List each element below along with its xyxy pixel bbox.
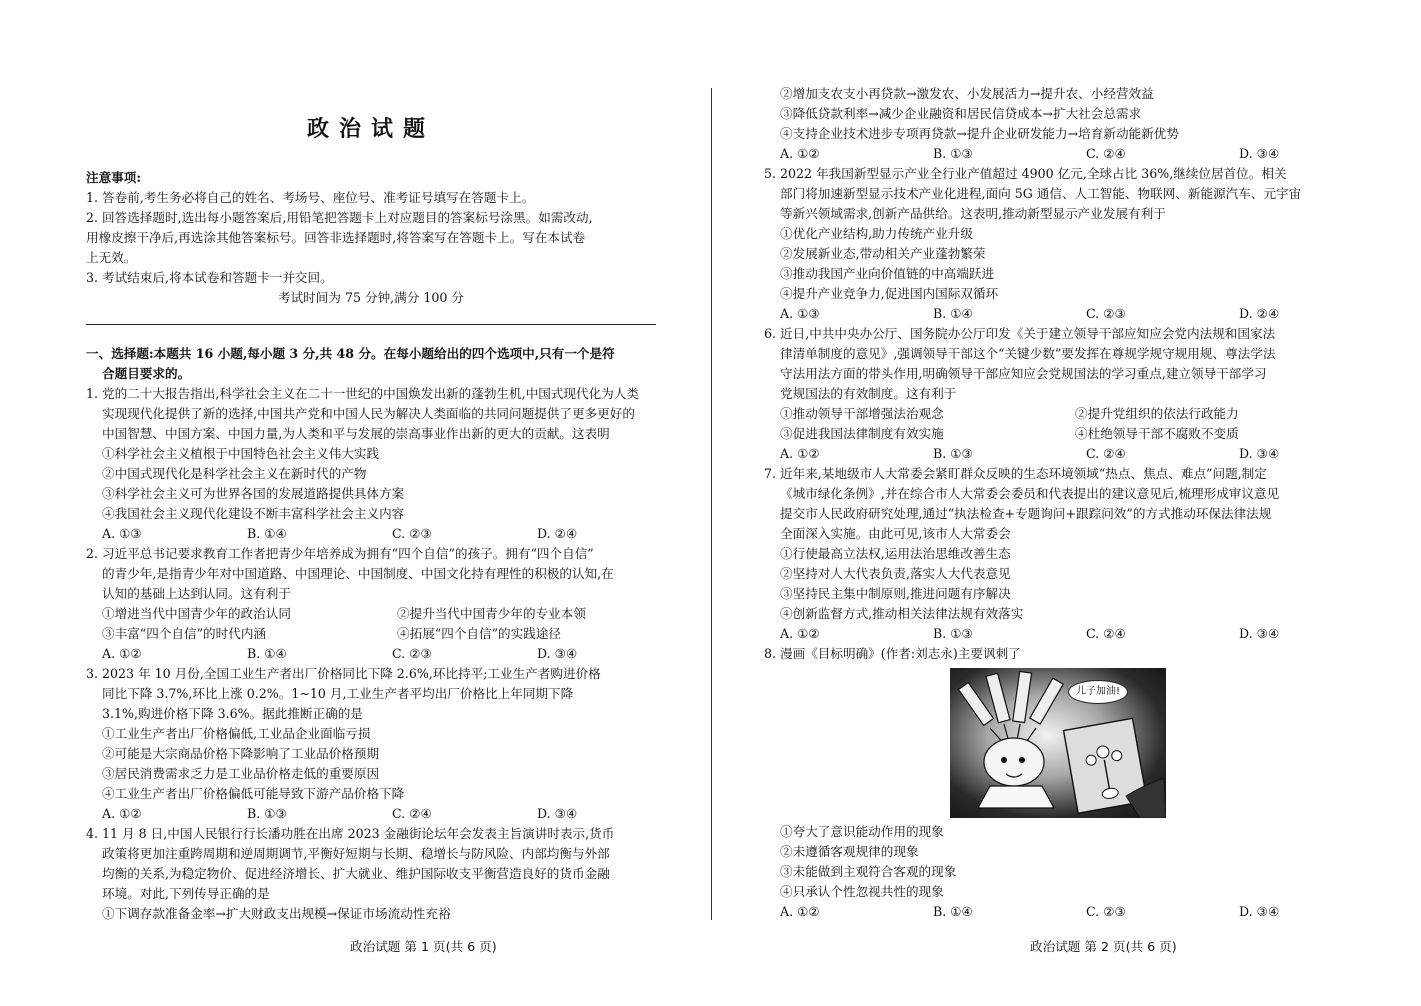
option-b: B. ①④ xyxy=(247,526,287,541)
question-item-row xyxy=(780,404,1392,424)
question-item: ①行使最高立法权,运用法治思维改善生态 xyxy=(780,546,1011,561)
option-d: D. ②④ xyxy=(1239,306,1280,321)
question-item: ②提升党组织的依法行政能力 xyxy=(1075,406,1239,421)
option-c: C. ②④ xyxy=(392,806,432,821)
question-stem: 实现现代化提供了新的选择,中国共产党和中国人民为解决人类面临的共同问题提供了更多更好的 xyxy=(102,406,635,421)
question-block xyxy=(86,344,692,924)
question-item: ④拓展“四个自信”的实践途径 xyxy=(397,626,562,641)
answer-options xyxy=(86,804,692,824)
question-stem: 等新兴领域需求,创新产品供给。这表明,推动新型显示产业发展有利于 xyxy=(780,206,1166,221)
question-item-row xyxy=(86,604,692,624)
question-item: ③未能做到主观符合客观的现象 xyxy=(780,864,957,879)
answer-options xyxy=(780,624,1392,644)
question-stem: 部门将加速新型显示技术产业化进程,面向 5G 通信、人工智能、物联网、新能源汽车、元宇宙 xyxy=(780,186,1302,201)
question-item: ①优化产业结构,助力传统产业升级 xyxy=(780,226,973,241)
option-a: A. ①③ xyxy=(102,526,142,541)
question-stem: 党规国法的有效制度。这有利于 xyxy=(780,386,957,401)
option-c: C. ②③ xyxy=(1086,306,1126,321)
question-item: ④支持企业技术进步专项再贷款→提升企业研发能力→培育新动能新优势 xyxy=(780,126,1179,141)
question-stem: 认知的基础上达到认同。这有利于 xyxy=(102,586,291,601)
question-item: ②发展新业态,带动相关产业蓬勃繁荣 xyxy=(780,246,986,261)
option-a: A. ①② xyxy=(780,146,820,161)
question-item: ②中国式现代化是科学社会主义在新时代的产物 xyxy=(102,466,367,481)
option-a: A. ①② xyxy=(780,446,820,461)
option-d: D. ③④ xyxy=(1239,446,1280,461)
option-b: B. ①③ xyxy=(933,146,973,161)
question-item: ③降低贷款利率→减少企业融资和居民信贷成本→扩大社会总需求 xyxy=(780,106,1142,121)
question-stem: 守法用法方面的带头作用,明确领导干部应知应会党规国法的学习重点,建立领导干部学习 xyxy=(780,366,1267,381)
question-block xyxy=(780,822,1392,922)
question-item: ④只承认个性忽视共性的现象 xyxy=(780,884,944,899)
question-item: ④提升产业竞争力,促进国内国际双循环 xyxy=(780,286,999,301)
question-stem: 1. 党的二十大报告指出,科学社会主义在二十一世纪的中国焕发出新的蓬勃生机,中国式现代化为人类 xyxy=(86,386,639,401)
option-c: C. ②③ xyxy=(392,646,432,661)
question-item-row xyxy=(780,424,1392,444)
question-item: ②未遵循客观规律的现象 xyxy=(780,844,919,859)
page-footer: 政治试题 第 1 页(共 6 页) xyxy=(350,939,497,954)
section-heading: 合题目要求的。 xyxy=(102,366,191,381)
question-item: ④我国社会主义现代化建设不断丰富科学社会主义内容 xyxy=(102,506,405,521)
option-d: D. ③④ xyxy=(537,806,578,821)
notice-heading: 注意事项: xyxy=(86,170,142,185)
option-b: B. ①④ xyxy=(247,646,287,661)
answer-options xyxy=(780,304,1392,324)
question-item: ②可能是大宗商品价格下降影响了工业品价格预期 xyxy=(102,746,380,761)
question-item: ②坚持对人大代表负责,落实人大代表意见 xyxy=(780,566,1011,581)
option-b: B. ①④ xyxy=(933,306,973,321)
comic-speech-bubble: 儿子加油! xyxy=(1068,680,1128,704)
question-stem: 中国智慧、中国方案、中国力量,为人类和平与发展的崇高事业作出新的更大的贡献。这表明 xyxy=(102,426,610,441)
question-item: ③丰富“四个自信”的时代内涵 xyxy=(102,626,267,641)
option-d: D. ②④ xyxy=(537,526,578,541)
question-item: ④创新监督方式,推动相关法律法规有效落实 xyxy=(780,606,1024,621)
question-item: ①科学社会主义植根于中国特色社会主义伟大实践 xyxy=(102,446,380,461)
question-item: ②增加支农支小再贷款→激发农、小发展活力→提升农、小经营效益 xyxy=(780,86,1154,101)
option-c: C. ②③ xyxy=(1086,904,1126,919)
question-item: ④工业生产者出厂价格偏低可能导致下游产品价格下降 xyxy=(102,786,405,801)
notice-line: 用橡皮擦干净后,再选涂其他答案标号。回答非选择题时,将答案写在答题卡上。写在本试卷 xyxy=(86,230,586,245)
question-stem: 5. 2022 年我国新型显示产业全行业产值超过 4900 亿元,全球占比 36%,继续位居首位。相关 xyxy=(764,166,1287,181)
question-stem: 3. 2023 年 10 月份,全国工业生产者出厂价格同比下降 2.6%,环比持平;工业生产者购进价格 xyxy=(86,666,601,681)
question-stem: 4. 11 月 8 日,中国人民银行行长潘功胜在出席 2023 金融街论坛年会发表主旨演讲时表示,货币 xyxy=(86,826,615,841)
option-b: B. ①③ xyxy=(933,626,973,641)
question-stem: 3.1%,购进价格下降 3.6%。据此推断正确的是 xyxy=(102,706,363,721)
question-item: ③促进我国法律制度有效实施 xyxy=(780,426,944,441)
question-item: ③科学社会主义可为世界各国的发展道路提供具体方案 xyxy=(102,486,405,501)
notice-line: 2. 回答选择题时,选出每小题答案后,用铅笔把答题卡上对应题目的答案标号涂黑。如需改动, xyxy=(86,210,593,225)
option-d: D. ③④ xyxy=(537,646,578,661)
option-c: C. ②④ xyxy=(1086,626,1126,641)
comic-illustration xyxy=(950,668,1166,818)
question-stem: 6. 近日,中共中央办公厅、国务院办公厅印发《关于建立领导干部应知应会党内法规和国家法 xyxy=(764,326,1276,341)
option-a: A. ①③ xyxy=(780,306,820,321)
page-divider xyxy=(711,88,712,920)
question-stem: 8. 漫画《目标明确》(作者:刘志永)主要讽刺了 xyxy=(764,646,1021,661)
question-stem: 7. 近年来,某地级市人大常委会紧盯群众反映的生态环境领域“热点、焦点、难点”问题,制定 xyxy=(764,466,1267,481)
question-item: ③坚持民主集中制原则,推进问题有序解决 xyxy=(780,586,1011,601)
answer-options xyxy=(780,144,1392,164)
question-stem: 均衡的关系,为稳定物价、促进经济增长、扩大就业、维护国际收支平衡营造良好的货币金融 xyxy=(102,866,610,881)
question-stem: 政策将更加注重跨周期和逆周期调节,平衡好短期与长期、稳增长与防风险、内部均衡与外部 xyxy=(102,846,610,861)
page-title: 政治试题 xyxy=(306,117,435,142)
section-divider xyxy=(86,324,656,325)
question-stem: 同比下降 3.7%,环比上涨 0.2%。1~10 月,工业生产者平均出厂价格比上年同期下降 xyxy=(102,686,574,701)
question-item: ②提升当代中国青少年的专业本领 xyxy=(397,606,586,621)
question-stem: 环境。对此,下列传导正确的是 xyxy=(102,886,270,901)
question-stem: 的青少年,是指青少年对中国道路、中国理论、中国制度、中国文化持有理性的积极的认知,在 xyxy=(102,566,614,581)
option-c: C. ②④ xyxy=(1086,146,1126,161)
option-a: A. ①② xyxy=(780,904,820,919)
option-b: B. ①③ xyxy=(247,806,287,821)
answer-options xyxy=(86,524,692,544)
answer-options xyxy=(86,644,692,664)
section-heading: 一、选择题:本题共 16 小题,每小题 3 分,共 48 分。在每小题给出的四个选项中,只有一个是符 xyxy=(86,346,615,361)
option-a: A. ①② xyxy=(780,626,820,641)
notice-line: 1. 答卷前,考生务必将自己的姓名、考场号、座位号、准考证号填写在答题卡上。 xyxy=(86,190,535,205)
question-item: ①增进当代中国青少年的政治认同 xyxy=(102,606,291,621)
option-a: A. ①② xyxy=(102,646,142,661)
option-d: D. ③④ xyxy=(1239,626,1280,641)
question-item: ①夸大了意识能动作用的现象 xyxy=(780,824,944,839)
option-b: B. ①③ xyxy=(933,446,973,461)
question-stem: 提交市人民政府研究处理,通过“执法检查+专题询问+跟踪问效”的方式推动环保法律法规 xyxy=(780,506,1272,521)
question-item: ③居民消费需求乏力是工业品价格走低的重要原因 xyxy=(102,766,380,781)
exam-info: 考试时间为 75 分钟,满分 100 分 xyxy=(277,290,465,305)
question-item: ③推动我国产业向价值链的中高端跃进 xyxy=(780,266,995,281)
answer-options xyxy=(780,444,1392,464)
option-b: B. ①④ xyxy=(933,904,973,919)
question-stem: 2. 习近平总书记要求教育工作者把青少年培养成为拥有“四个自信”的孩子。拥有“四个自信” xyxy=(86,546,594,561)
question-stem: 全面深入实施。由此可见,该市人大常委会 xyxy=(780,526,1011,541)
question-item-row xyxy=(86,624,692,644)
option-a: A. ①② xyxy=(102,806,142,821)
question-stem: 律清单制度的意见》,强调领导干部这个“关键少数”要发挥在尊规学规守规用规、尊法学法 xyxy=(780,346,1276,361)
question-block xyxy=(764,84,1392,664)
option-d: D. ③④ xyxy=(1239,904,1280,919)
option-c: C. ②③ xyxy=(392,526,432,541)
answer-options xyxy=(780,902,1392,922)
page-footer: 政治试题 第 2 页(共 6 页) xyxy=(1030,939,1177,954)
question-item: ①工业生产者出厂价格偏低,工业品企业面临亏损 xyxy=(102,726,371,741)
question-item: ①下调存款准备金率→扩大财政支出规模→保证市场流动性充裕 xyxy=(102,906,451,921)
notice-block xyxy=(86,168,656,308)
option-c: C. ②④ xyxy=(1086,446,1126,461)
question-stem: 《城市绿化条例》,并在综合市人大常委会委员和代表提出的建议意见后,梳理形成审议意见 xyxy=(780,486,1280,501)
notice-line: 上无效。 xyxy=(86,250,137,265)
question-item: ④杜绝领导干部不腐败不变质 xyxy=(1075,426,1239,441)
question-item: ①推动领导干部增强法治观念 xyxy=(780,406,944,421)
option-d: D. ③④ xyxy=(1239,146,1280,161)
notice-line: 3. 考试结束后,将本试卷和答题卡一并交回。 xyxy=(86,270,333,285)
